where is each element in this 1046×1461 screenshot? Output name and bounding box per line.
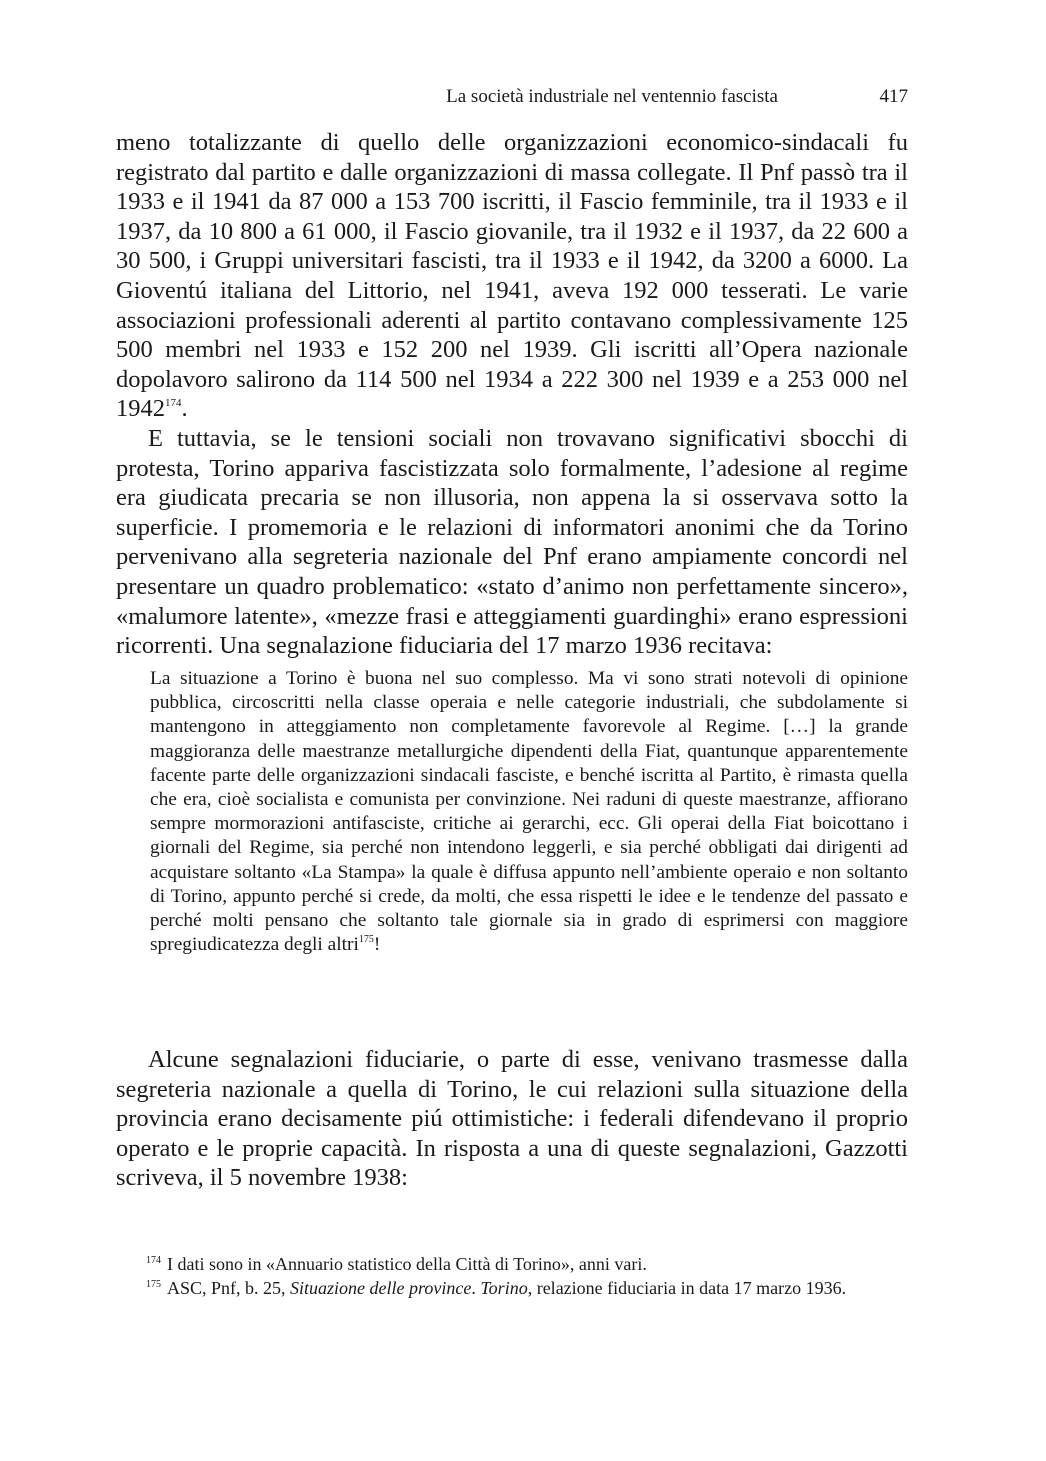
- footnote-ref-175[interactable]: 175: [358, 934, 374, 946]
- footnote-text: I dati sono in «Annuario statistico della Città di Torino», anni vari.: [167, 1254, 647, 1274]
- running-header: [116, 86, 908, 116]
- quote-end-punct: !: [373, 934, 381, 956]
- footnote-title-italic: Torino: [480, 1278, 528, 1298]
- quote-text: La situazione a Torino è buona nel suo complesso. Ma vi sono strati notevoli di opinione pubblica, circoscritti nella classe operaia e nelle categorie industriali, che subdolamente si mantengono in atteggiamento non completamente favorevole al Regime. […] la grande maggioranza delle maestranze metallurgiche dipendenti della Fiat, quantunque apparentemente facente parte delle organizzazioni sindacali fasciste, e benché iscritta al Partito, è rimasta quella che era, cioè socialista e comunista per convinzione. Nei raduni di queste maestranze, affiorano sempre mormorazioni antifasciste, critiche ai gerarchi, ecc. Gli operai della Fiat boicottano i giornali del Regime, sia perché non intendono leggerli, e sia perché obbligati dai dirigenti ad acquistare soltanto «La Stampa» la quale è diffusa appunto nell’ambiente operaio e non soltanto di Torino, appunto perché si crede, da molti, che essa rispetti le idee e le tendenze del passato e perché molti pensano che soltanto tale giornale sia in grado di esprimersi con maggiore spregiudicatezza degli altri: [150, 668, 908, 956]
- paragraph: [116, 424, 908, 661]
- paragraph-text: E tuttavia, se le tensioni sociali non trovavano significativi sbocchi di protesta, Torino appariva fascistizzata solo formalmente, l’adesione al regime era giudicata precaria se non illusoria, non appena la si osservava sotto la superficie. I promemoria e le relazioni di informatori anonimi che da Torino pervenivano alla segreteria nazionale del Pnf erano ampiamente concordi nel presentare un quadro problematico: «stato d’animo non perfettamente sincero», «malumore latente», «mezze frasi e atteggiamenti guardinghi» erano espressioni ricorrenti. Una segnalazione fiduciaria del 17 marzo 1936 recitava:: [116, 424, 908, 660]
- footnote-text: ASC, Pnf, b. 25,: [167, 1278, 291, 1298]
- paragraph-text: meno totalizzante di quello delle organizzazioni economico-sindacali fu registrato dal partito e dalle organizzazioni di massa collegate. Il Pnf passò tra il 1933 e il 1941 da 87 000 a 153 700 iscritti, il Fascio femminile, tra il 1933 e il 1937, da 10 800 a 61 000, il Fascio giovanile, tra il 1932 e il 1937, da 22 600 a 30 500, i Gruppi universitari fascisti, tra il 1933 e il 1942, da 3200 a 6000. La Gioventú italiana del Littorio, nel 1941, aveva 192 000 tesserati. Le varie associazioni professionali aderenti al partito contavano complessivamente 125 500 membri nel 1933 e 152 200 nel 1939. Gli iscritti all’Opera nazionale dopolavoro salirono da 114 500 nel 1934 a 222 300 nel 1939 e a 253 000 nel 1942: [116, 129, 908, 423]
- page-number: 417: [879, 86, 908, 107]
- footnote-number: 174: [146, 1255, 161, 1266]
- footnote-text: , relazione fiduciaria in data 17 marzo 1936.: [527, 1278, 847, 1298]
- footnote-174: [116, 1252, 908, 1276]
- main-text-block: [116, 128, 908, 661]
- footnote-ref-174[interactable]: 174: [165, 397, 182, 410]
- paragraph-end-punct: .: [181, 395, 188, 423]
- footnote-title-italic: Situazione delle province: [290, 1278, 472, 1298]
- footnote-175: [116, 1276, 908, 1300]
- running-title: La società industriale nel ventennio fascista: [446, 86, 778, 107]
- footnote-separator: .: [471, 1278, 481, 1298]
- footnotes-section: [116, 1252, 908, 1300]
- paragraph-text: Alcune segnalazioni fiduciarie, o parte di esse, venivano trasmesse dalla segreteria nazionale a quella di Torino, le cui relazioni sulla situazione della provincia erano decisamente piú ottimistiche: i federali difendevano il proprio operato e le proprie capacità. In risposta a una di queste segnalazioni, Gazzotti scriveva, il 5 novembre 1938:: [116, 1046, 908, 1192]
- block-quotation: [150, 667, 908, 957]
- paragraph-continued: [116, 128, 908, 424]
- footnote-number: 175: [146, 1279, 161, 1290]
- book-page: [116, 0, 908, 1461]
- paragraph: [116, 1045, 908, 1193]
